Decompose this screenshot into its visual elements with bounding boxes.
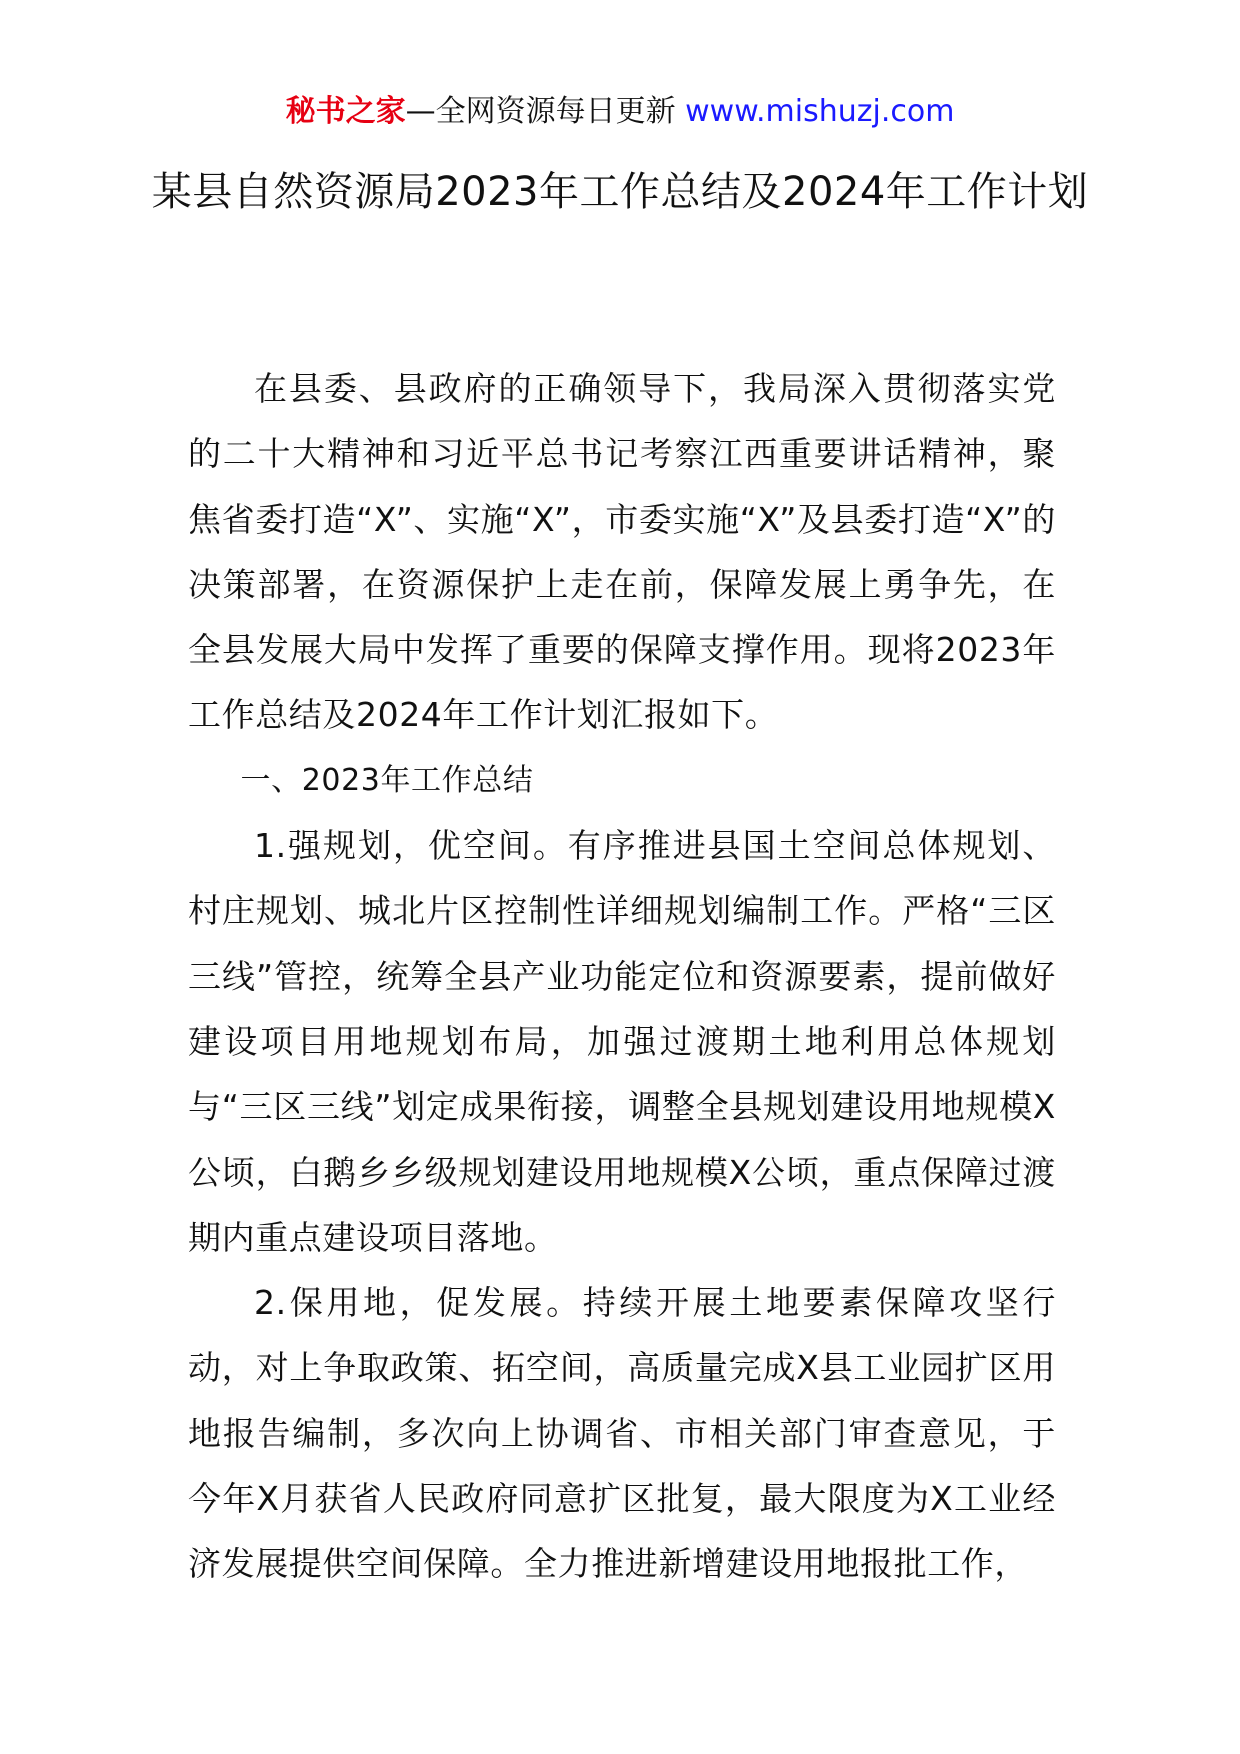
document-title: 某县自然资源局2023年工作总结及2024年工作计划: [151, 169, 1089, 215]
body-paragraph: 2.保用地，促发展。持续开展土地要素保障攻坚行动，对上争取政策、拓空间，高质量完成X县工业园扩区用地报告编制，多次向上协调省、市相关部门审查意见，于今年X月获省人民政府同意扩区批复，最大限度为X工业经济发展提供空间保障。全力推进新增建设用地报批工作，: [188, 1283, 1056, 1584]
document-body: [188, 356, 1056, 1597]
site-url-link[interactable]: www.mishuzj.com: [685, 94, 955, 129]
body-paragraph: 1.强规划，优空间。有序推进县国土空间总体规划、村庄规划、城北片区控制性详细规划编制工作。严格“三区三线”管控，统筹全县产业功能定位和资源要素，提前做好建设项目用地规划布局，加强过渡期土地利用总体规划与“三区三线”划定成果衔接，调整全县规划建设用地规模X公顷，白鹅乡乡级规划建设用地规模X公顷，重点保障过渡期内重点建设项目落地。: [188, 826, 1056, 1257]
section-heading: 一、2023年工作总结: [240, 762, 534, 798]
site-header: [0, 92, 1240, 132]
intro-paragraph: 在县委、县政府的正确领导下，我局深入贯彻落实党的二十大精神和习近平总书记考察江西重要讲话精神，聚焦省委打造“X”、实施“X”，市委实施“X”及县委打造“X”的决策部署，在资源保护上走在前，保障发展上勇争先，在全县发展大局中发挥了重要的保障支撑作用。现将2023年工作总结及2024年工作计划汇报如下。: [188, 369, 1056, 735]
site-slogan: —全网资源每日更新: [405, 94, 676, 129]
site-brand: 秘书之家: [285, 94, 406, 129]
